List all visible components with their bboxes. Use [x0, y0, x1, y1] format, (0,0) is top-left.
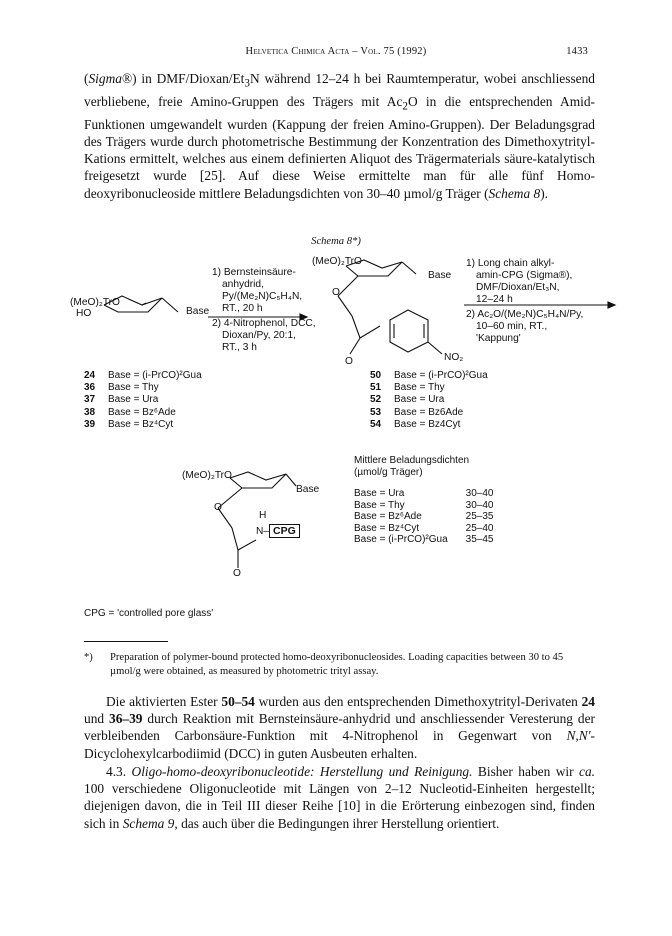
sigma-term: Sigma	[88, 71, 122, 86]
footnote	[84, 651, 595, 679]
amide-o-label: O	[233, 568, 241, 579]
compound-list-left: 24 Base = (i-PrCO)²Gua 36 Base = Thy 37 Base = Ura 38 Base = Bz⁶Ade 39 Base = Bz⁴Cyt	[84, 370, 202, 430]
compound-list-right: 50 Base = (i-PrCO)²Gua 51 Base = Thy 52 Base = Ura 53 Base = Bz6Ade 54 Base = Bz4Cyt	[370, 370, 488, 430]
paragraph-section-4-3: 4.3. Oligo-homo-deoxyribonucleotide: Herstellung und Reinigung. Bisher haben wir ca. 100 verschiedene Oligonucleotide mit Längen von 2–12 Nucleotid-Einheiten hergestellt; diejenigen davon, die in Teil III dieser Reihe [10] in die Erörterung einbezogen sind, finden sich in Schema 9, das auch über die Bedingungen ihrer Herstellung orientiert.	[84, 764, 595, 831]
table-row: Base = (i-PrCO)²Gua 35–45	[354, 534, 494, 545]
paragraph-esters: Die aktivierten Ester 50–54 wurden aus den entsprechenden Dimethoxytrityl-Derivaten 24 und 36–39 durch Reaktion mit Bernsteinsäure-anhydrid und anschliessender Veresterung der verbleibenden Carbonsäure-Funktion mit 4-Nitrophenol in Gegenwart von N,N'-Dicyclohexylcarbodiimid (DCC) in guten Ausbeuten erhalten.	[84, 694, 595, 761]
loading-table-title: Mittlere Beladungsdichten (µmol/g Träger)	[354, 455, 470, 479]
cpg-note: CPG = 'controlled pore glass'	[84, 608, 214, 619]
nitro-group-label: NO₂	[444, 352, 464, 363]
schema-reference: Schema 9	[122, 815, 175, 831]
carbonyl-o-label: O	[214, 502, 222, 513]
nitrophenyl-ring	[390, 310, 428, 352]
middle-carbonyl-o: O	[332, 287, 340, 298]
amide-h-label: H	[259, 510, 267, 521]
product-base-label: Base	[296, 484, 320, 495]
amide-n-label: N– CPG	[256, 524, 300, 538]
section-title: Oligo-homo-deoxyribonucleotide: Herstellung und Reinigung.	[131, 764, 473, 779]
cpg-box: CPG	[269, 524, 300, 538]
table-row: Base = Ura 30–40	[354, 488, 494, 499]
left-ho-label: HO	[76, 308, 92, 319]
paragraph-intro: (Sigma®) in DMF/$Dioxan/Et_3N$ während 12–24 h bei Raumtemperatur, wobei anschliessend verbliebene, freie Amino-Gruppen des Trägers mit $Ac_2O$ in die entsprechenden Amid-Funktionen umgewandelt wurden (Kappung der freien Amino-Gruppen). Der Beladungsgrad des Trägers wurde durch photometrische Bestimmung der Konzentration des Dimethoxytrityl-Kations ermittelt, welches aus einem definierten Aliquot des Trägermaterials säure-katalytisch freigesetzt wurde [25]. Auf diese Weise ermittelte man für alle fünf Homo-deoxyribonucleoside mittlere Beladungsdichten von 30–40 µmol/g Träger (Schema 8).	[84, 71, 596, 201]
left-dmt-label: (MeO)₂TrO	[70, 297, 120, 308]
left-base-label: Base	[186, 306, 210, 317]
table-row: Base = Bz⁶Ade 25–35	[354, 511, 494, 522]
table-row: Base = Thy 30–40	[354, 499, 494, 511]
schema-reference: Schema 8	[488, 185, 541, 201]
reagents-step-2: 1) Long chain alkyl- amin-CPG (Sigma®), DMF/Dioxan/Et₃N, 12–24 h 2) Ac₂O/(Me₂N)C₅H₄N/Py, 10–60 min, RT., 'Kappung'	[466, 258, 584, 344]
running-title: Helvetica Chimica Acta – Vol. 75 (1992)	[245, 46, 427, 57]
table-row: Base = Bz⁴Cyt 25–40	[354, 522, 494, 534]
footnote-rule	[84, 641, 168, 642]
footnote-mark: *)	[84, 652, 93, 663]
reagents-step-1: 1) Bernsteinsäure- anhydrid, Py/(Me₂N)C₅H₄N, RT., 20 h 2) 4-Nitrophenol, DCC, Dioxan/Py, 20:1, RT., 3 h	[212, 267, 316, 353]
page-number: 1433	[566, 46, 588, 57]
footnote-text: Preparation of polymer-bound protected homo-deoxyribonucleosides. Loading capacities between 30 to 45 µmol/g were obtained, as measured by photometric trityl assay.	[110, 652, 564, 677]
middle-ester-o: O	[345, 356, 353, 367]
scheme-caption: Schema 8*)	[311, 236, 361, 247]
middle-base-label: Base	[428, 270, 452, 281]
middle-dmt-label: (MeO)₂TrO	[312, 256, 362, 267]
product-sugar-ring	[230, 472, 286, 488]
loading-table	[354, 488, 493, 546]
product-dmt-label: (MeO)₂TrO	[182, 470, 232, 481]
